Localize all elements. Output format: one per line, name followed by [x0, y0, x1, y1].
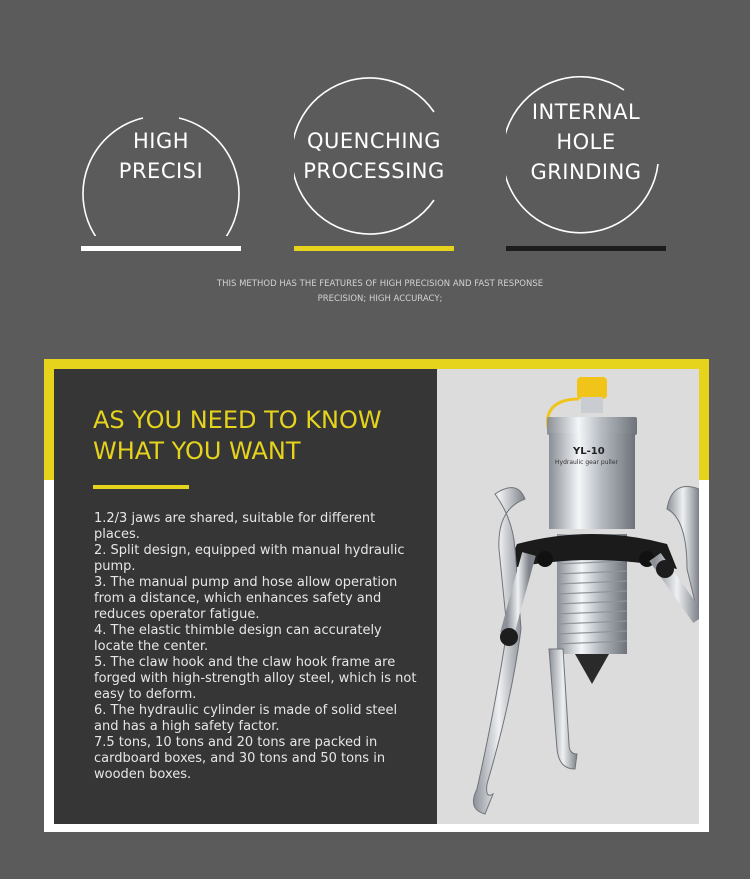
feature-underline: [294, 246, 454, 251]
feature-underline: [81, 246, 241, 251]
hydraulic-gear-puller-icon: [437, 369, 699, 824]
feature-label: QUENCHING PROCESSING: [303, 129, 445, 183]
feature-label: INTERNAL HOLE GRINDING: [530, 100, 642, 184]
title-underline: [93, 485, 189, 489]
model-label: YL-10: [573, 446, 605, 457]
feature-label: HIGH PRECISI: [118, 129, 204, 183]
model-sub-label: Hydraulic gear puller: [555, 459, 619, 466]
feature-underline: [506, 246, 666, 251]
panel-title: AS YOU NEED TO KNOW WHAT YOU WANT: [93, 406, 382, 465]
features-caption: [150, 277, 610, 307]
product-photo: [437, 369, 699, 824]
caption-line-1: THIS METHOD HAS THE FEATURES OF HIGH PRECISION AND FAST RESPONSE: [216, 279, 544, 289]
feature-description: 1.2/3 jaws are shared, suitable for different places. 2. Split design, equipped with manual hydraulic pump. 3. The manual pump and hose allow operation from a distance, which enhances safety and reduces operator fatigue. 4. The elastic thimble design can accurately locate the center. 5. The claw hook and the claw hook frame are forged with high-strength alloy steel, which is not easy to deform. 6. The hydraulic cylinder is made of solid steel and has a high safety factor. 7.5 tons, 10 tons and 20 tons are packed in cardboard boxes, and 30 tons and 50 tons in wooden boxes.: [94, 511, 417, 782]
caption-line-2: PRECISION; HIGH ACCURACY;: [317, 294, 443, 304]
